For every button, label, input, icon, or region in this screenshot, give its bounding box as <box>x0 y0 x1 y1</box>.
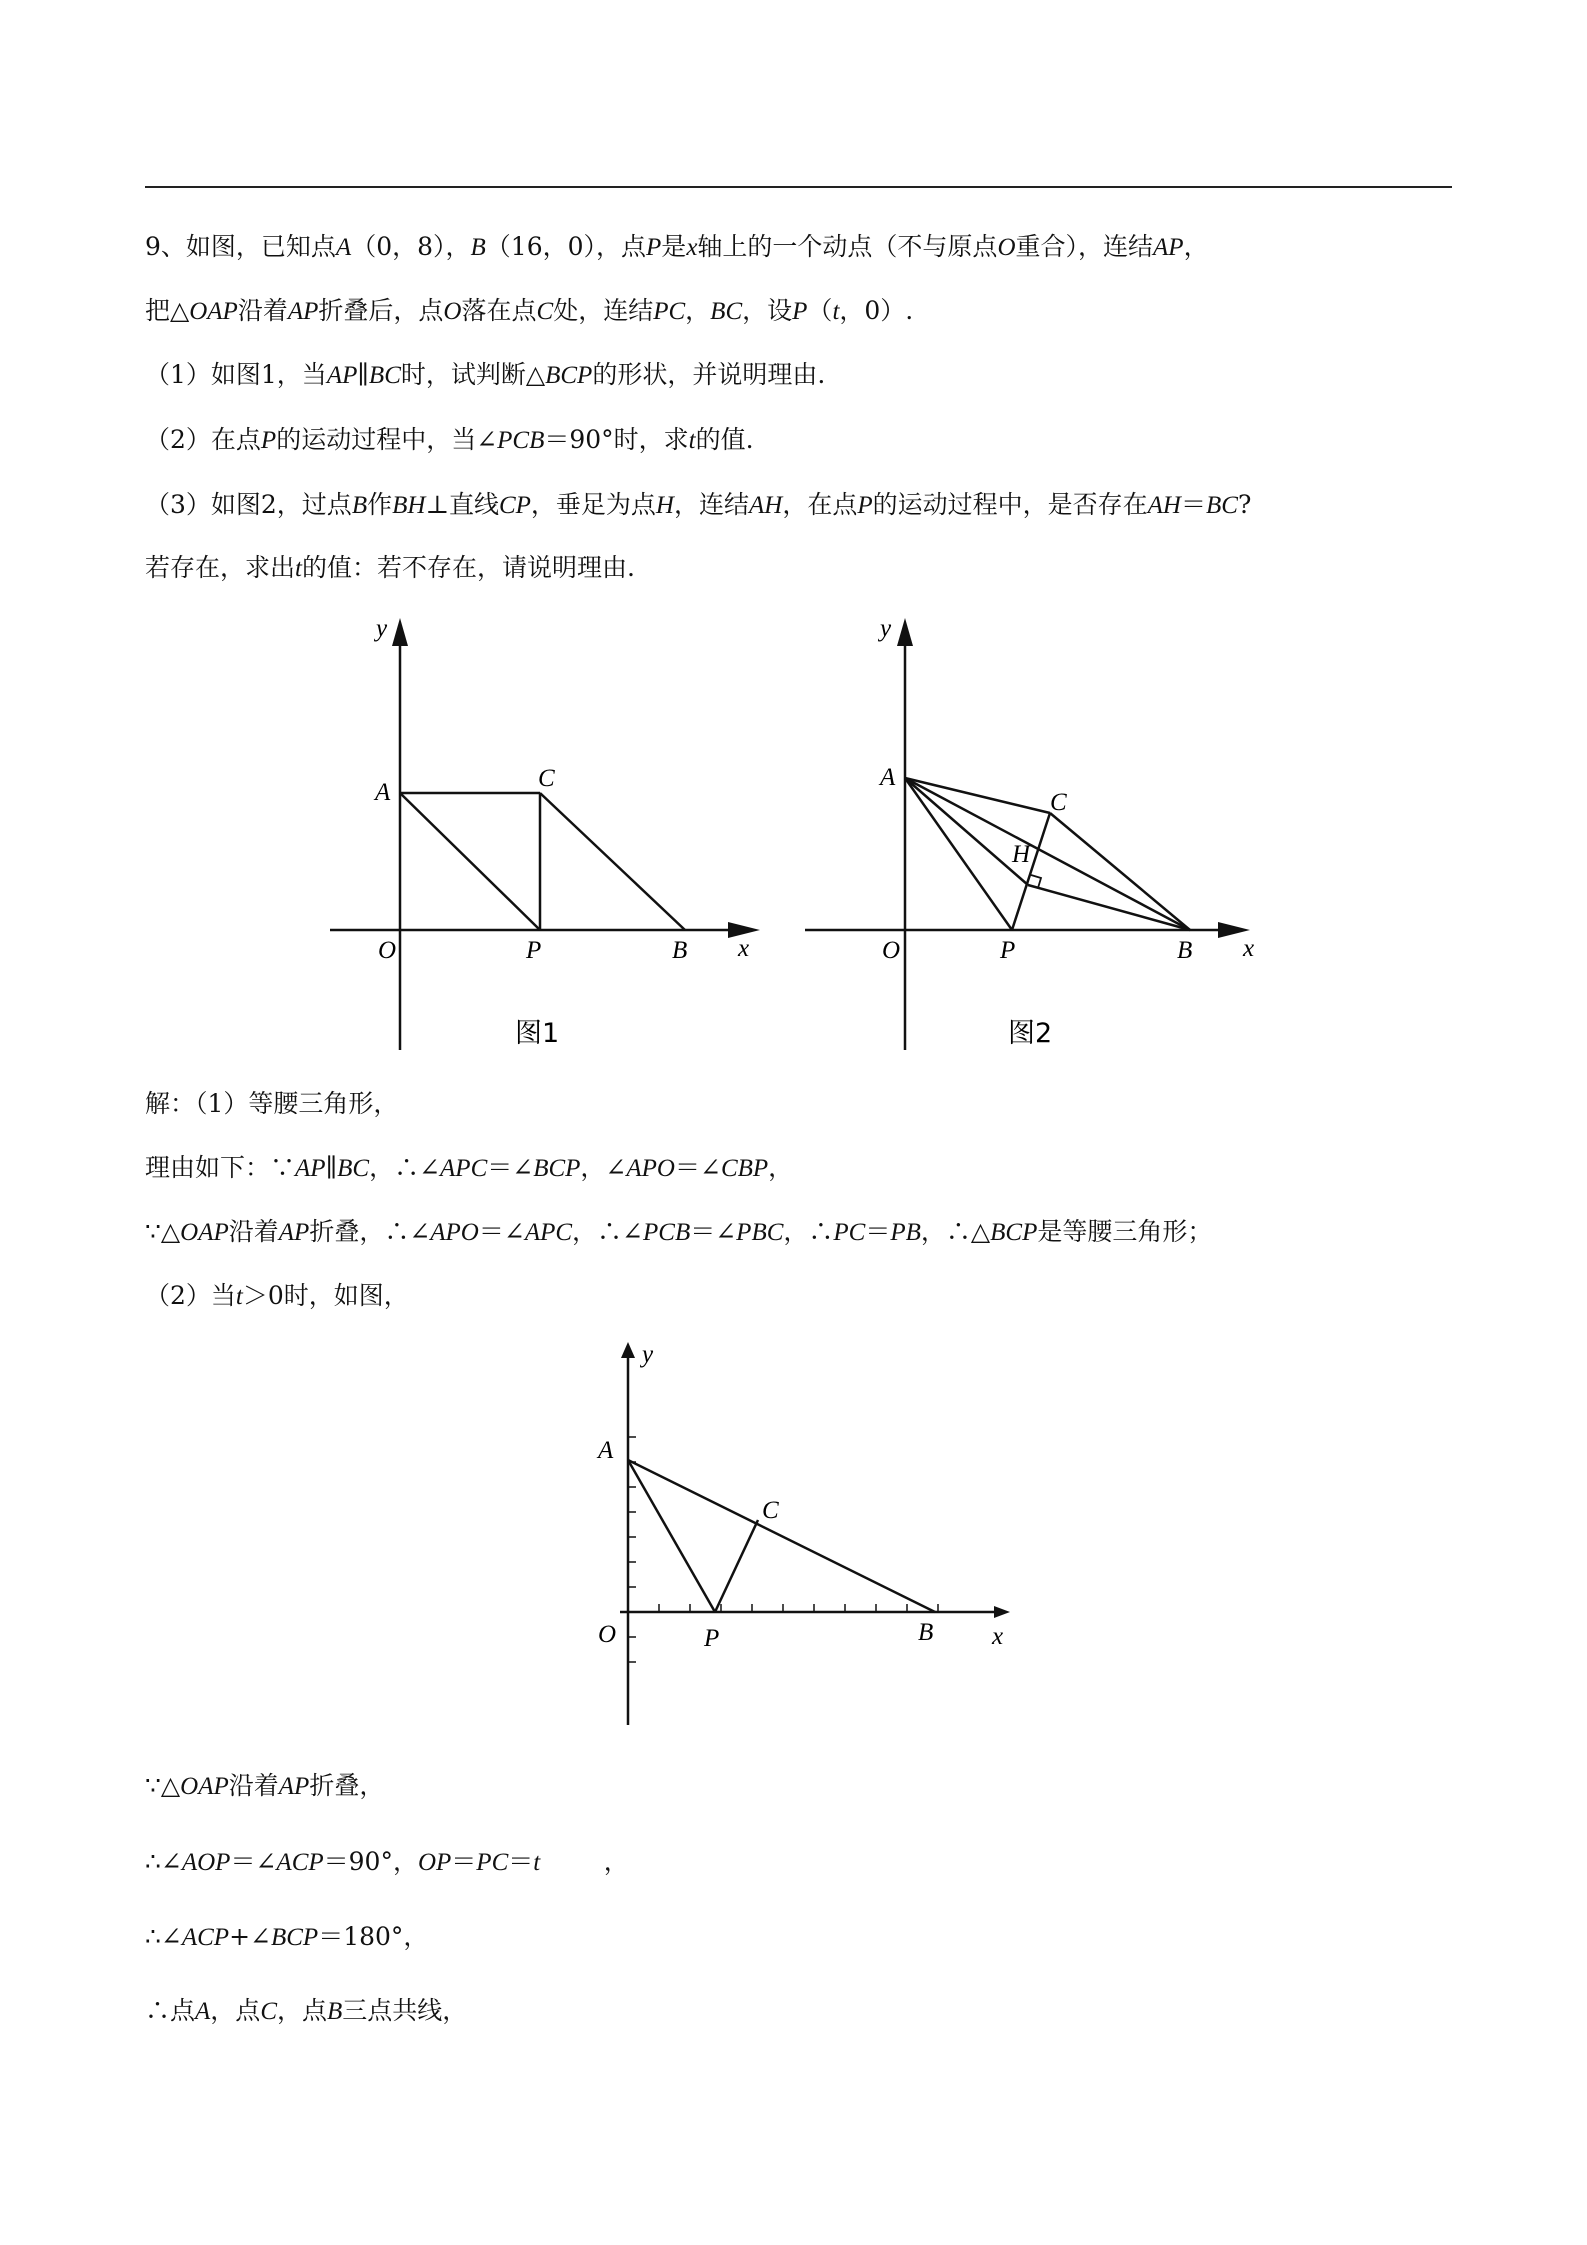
text-run: ，在点 <box>782 490 858 519</box>
text-run: ＞0时，如图， <box>242 1281 409 1310</box>
question-intro-line-1 <box>145 230 1209 265</box>
question-part-3-line-1 <box>145 488 1251 523</box>
fig1-caption: 图1 <box>515 1018 560 1049</box>
figure-1 <box>320 610 750 1060</box>
math-symbol: t <box>688 427 696 454</box>
text-run: ∥ <box>325 1153 338 1182</box>
text-run: 处，连结 <box>553 296 654 325</box>
math-symbol: AP <box>278 1773 310 1800</box>
text-run: ，∴∠ <box>369 1153 441 1182</box>
text-run: ＝∠ <box>230 1847 277 1876</box>
text-run: ，设 <box>742 296 793 325</box>
text-run: ＝180°， <box>318 1922 429 1951</box>
math-symbol: B <box>470 234 486 261</box>
text-run: 折叠，∴∠ <box>309 1217 431 1246</box>
fig2-label-y: y <box>880 615 892 642</box>
text-run: ， <box>685 296 711 325</box>
math-symbol: BC <box>710 298 743 325</box>
math-symbol: PCB <box>497 427 545 454</box>
text-run: ，∠ <box>580 1153 627 1182</box>
math-symbol: H <box>655 492 674 519</box>
math-symbol: P <box>857 492 873 519</box>
fig2-label-A: A <box>880 764 896 791</box>
math-symbol: PB <box>890 1219 921 1246</box>
fig2-label-P: P <box>1000 937 1016 964</box>
text-run: （1）如图1，当 <box>145 360 327 389</box>
fig3-label-y: y <box>642 1341 654 1368</box>
math-symbol: AP <box>287 298 319 325</box>
fig3-label-x: x <box>992 1623 1004 1650</box>
solution-line-7 <box>145 1920 428 1955</box>
math-symbol: ACP <box>181 1924 230 1951</box>
text-run: ＝90°， <box>323 1847 418 1876</box>
text-run: ＝∠ <box>674 1153 721 1182</box>
fig2-segment-HB <box>1028 885 1190 930</box>
text-run: ， <box>1183 232 1209 261</box>
fig1-label-O: O <box>378 937 397 964</box>
fig2-segment-AB <box>905 778 1190 930</box>
text-run: ∵△ <box>145 1217 181 1246</box>
text-run: ＝∠ <box>690 1217 737 1246</box>
math-symbol: t <box>235 1283 243 1310</box>
text-run: ＝∠ <box>487 1153 534 1182</box>
math-symbol: P <box>792 298 808 325</box>
text-run: ∴点 <box>145 1996 196 2025</box>
figure-2 <box>800 610 1260 1060</box>
fig1-label-x: x <box>738 935 750 962</box>
math-symbol: AH <box>749 492 783 519</box>
fig2-caption: 图2 <box>1008 1018 1053 1049</box>
text-run: ∥ <box>357 360 369 389</box>
text-run: 的形状，并说明理由. <box>592 360 826 389</box>
solution-line-8 <box>145 1994 467 2029</box>
text-run: 落在点 <box>461 296 537 325</box>
text-run: （3）如图2，过点 <box>145 490 352 519</box>
text-run: （0，8）， <box>351 232 471 261</box>
fig3-segment-PC <box>715 1520 758 1612</box>
math-symbol: AH <box>1147 492 1181 519</box>
math-symbol: AP <box>1153 234 1184 261</box>
solution-line-3 <box>145 1215 1212 1250</box>
text-run: 时，试判断△ <box>400 360 546 389</box>
text-run: ＝ <box>508 1847 534 1876</box>
fig1-segment-CB <box>540 793 685 930</box>
text-run: ，点 <box>277 1996 328 2025</box>
fig1-segment-AP <box>400 793 540 930</box>
solution-line-2 <box>145 1151 793 1186</box>
math-symbol: P <box>646 234 662 261</box>
math-symbol: APC <box>440 1155 488 1182</box>
text-run: ⊥直线 <box>425 490 499 519</box>
math-symbol: C <box>260 1998 277 2025</box>
fig3-ticks <box>628 1437 938 1662</box>
math-symbol: APO <box>430 1219 479 1246</box>
text-run: 若存在，求出 <box>145 553 296 582</box>
text-run: +∠ <box>229 1922 271 1951</box>
solution-line-5 <box>145 1769 384 1804</box>
math-symbol: APC <box>524 1219 573 1246</box>
math-symbol: C <box>536 298 554 325</box>
math-symbol: OAP <box>180 1219 229 1246</box>
text-run: 重合），连结 <box>1015 232 1154 261</box>
math-symbol: x <box>686 234 698 261</box>
fig1-label-P: P <box>526 937 542 964</box>
text-run: （2）当 <box>145 1281 236 1310</box>
fig1-label-C: C <box>538 765 555 792</box>
text-run: ∴∠ <box>145 1922 182 1951</box>
text-run: 是 <box>661 232 687 261</box>
math-symbol: t <box>832 298 840 325</box>
text-run: ＝90°时，求 <box>544 425 689 454</box>
math-symbol: BCP <box>270 1924 319 1951</box>
math-symbol: O <box>443 298 462 325</box>
fig3-label-P: P <box>704 1625 720 1652</box>
math-symbol: AP <box>295 1155 326 1182</box>
math-symbol: CP <box>498 492 531 519</box>
math-symbol: BCP <box>545 362 593 389</box>
math-symbol: PCB <box>643 1219 691 1246</box>
text-run: ，连结 <box>673 490 749 519</box>
math-symbol: B <box>351 492 368 519</box>
text-run: 的运动过程中，当∠ <box>276 425 498 454</box>
fig3-y-arrow <box>621 1342 635 1358</box>
text-run: 的值. <box>695 425 754 454</box>
math-symbol: ACP <box>276 1849 324 1876</box>
math-symbol: OAP <box>189 298 238 325</box>
solution-line-1 <box>145 1087 398 1121</box>
text-run: 把△ <box>145 296 190 325</box>
text-run: ＝ <box>451 1847 477 1876</box>
text-run: ＝ <box>865 1217 891 1246</box>
math-symbol: BC <box>368 362 401 389</box>
fig2-segment-CB <box>1050 813 1190 930</box>
text-run: ＝∠ <box>478 1217 525 1246</box>
math-symbol: t <box>295 555 302 582</box>
text-run: 折叠后，点 <box>318 296 444 325</box>
text-run: ，点 <box>210 1996 261 2025</box>
text-run: 沿着 <box>228 1217 279 1246</box>
fig2-label-B: B <box>1177 937 1193 964</box>
fig1-y-arrow <box>392 618 408 646</box>
text-run: 解：（1）等腰三角形， <box>145 1089 399 1118</box>
figure-3 <box>580 1340 1004 1740</box>
text-run: ， <box>768 1153 794 1182</box>
text-run: 沿着 <box>228 1771 279 1800</box>
math-symbol: O <box>997 234 1016 261</box>
text-run: ? <box>1237 490 1252 519</box>
solution-line-6 <box>145 1845 629 1880</box>
math-symbol: A <box>335 234 352 261</box>
fig2-label-O: O <box>882 937 901 964</box>
text-run: 三点共线， <box>342 1996 468 2025</box>
text-run: 轴上的一个动点（不与原点 <box>697 232 998 261</box>
fig1-label-A: A <box>375 779 391 806</box>
fig1-label-B: B <box>672 937 688 964</box>
math-symbol: CBP <box>720 1155 769 1182</box>
text-run: 折叠， <box>309 1771 385 1800</box>
math-symbol: OP <box>417 1849 452 1876</box>
math-symbol: AP <box>326 362 358 389</box>
math-symbol: BCP <box>533 1155 581 1182</box>
math-symbol: BC <box>1205 492 1238 519</box>
fig2-label-x: x <box>1243 935 1255 962</box>
text-run: ∵△ <box>145 1771 181 1800</box>
text-run: ，∴∠ <box>572 1217 643 1246</box>
text-run: ，垂足为点 <box>530 490 656 519</box>
text-run: ∴∠ <box>145 1847 182 1876</box>
fig3-label-O: O <box>598 1621 617 1648</box>
fig3-x-arrow <box>994 1606 1010 1618</box>
text-run: （16，0），点 <box>485 232 647 261</box>
fig2-label-H: H <box>1012 841 1031 868</box>
question-part-2 <box>145 423 754 458</box>
header-rule <box>145 186 1452 188</box>
text-run: ＝ <box>1180 490 1206 519</box>
text-run: （ <box>807 296 833 325</box>
question-part-3-line-2 <box>145 551 635 586</box>
text-run: 的值：若不存在，请说明理由. <box>301 553 635 582</box>
math-symbol: BH <box>392 492 426 519</box>
fig2-y-arrow <box>897 618 913 646</box>
fig3-label-C: C <box>762 1497 779 1524</box>
text-run: ，∴ <box>783 1217 834 1246</box>
fig2-label-C: C <box>1050 789 1067 816</box>
text-run: 沿着 <box>237 296 288 325</box>
math-symbol: PC <box>653 298 686 325</box>
text-run: ，0）. <box>839 296 914 325</box>
math-symbol: B <box>327 1998 343 2025</box>
text-run: 的运动过程中，是否存在 <box>872 490 1148 519</box>
math-symbol: OAP <box>180 1773 229 1800</box>
text-run: （2）在点 <box>145 425 261 454</box>
text-run: 是等腰三角形； <box>1037 1217 1213 1246</box>
text-run: 9、如图，已知点 <box>145 232 336 261</box>
text-run: 作 <box>367 490 393 519</box>
fig1-label-y: y <box>376 615 388 642</box>
math-symbol: AOP <box>181 1849 231 1876</box>
math-symbol: PC <box>833 1219 866 1246</box>
question-part-1 <box>145 358 825 393</box>
math-symbol: PC <box>476 1849 509 1876</box>
fig3-label-B: B <box>918 1619 934 1646</box>
math-symbol: BC <box>337 1155 370 1182</box>
math-symbol: AP <box>278 1219 310 1246</box>
fig2-segment-CP <box>1012 813 1050 930</box>
math-symbol: BCP <box>990 1219 1038 1246</box>
solution-line-4 <box>145 1279 409 1314</box>
math-symbol: P <box>260 427 277 454</box>
question-intro-line-2 <box>145 294 913 329</box>
text-run: ， <box>540 1847 629 1876</box>
math-symbol: APO <box>626 1155 675 1182</box>
math-symbol: PBC <box>736 1219 784 1246</box>
math-symbol: t <box>533 1849 541 1876</box>
math-symbol: A <box>195 1998 211 2025</box>
fig3-segment-AB <box>628 1460 935 1612</box>
fig3-label-A: A <box>598 1437 614 1464</box>
text-run: ，∴△ <box>920 1217 991 1246</box>
text-run: 理由如下：∵ <box>145 1153 296 1182</box>
